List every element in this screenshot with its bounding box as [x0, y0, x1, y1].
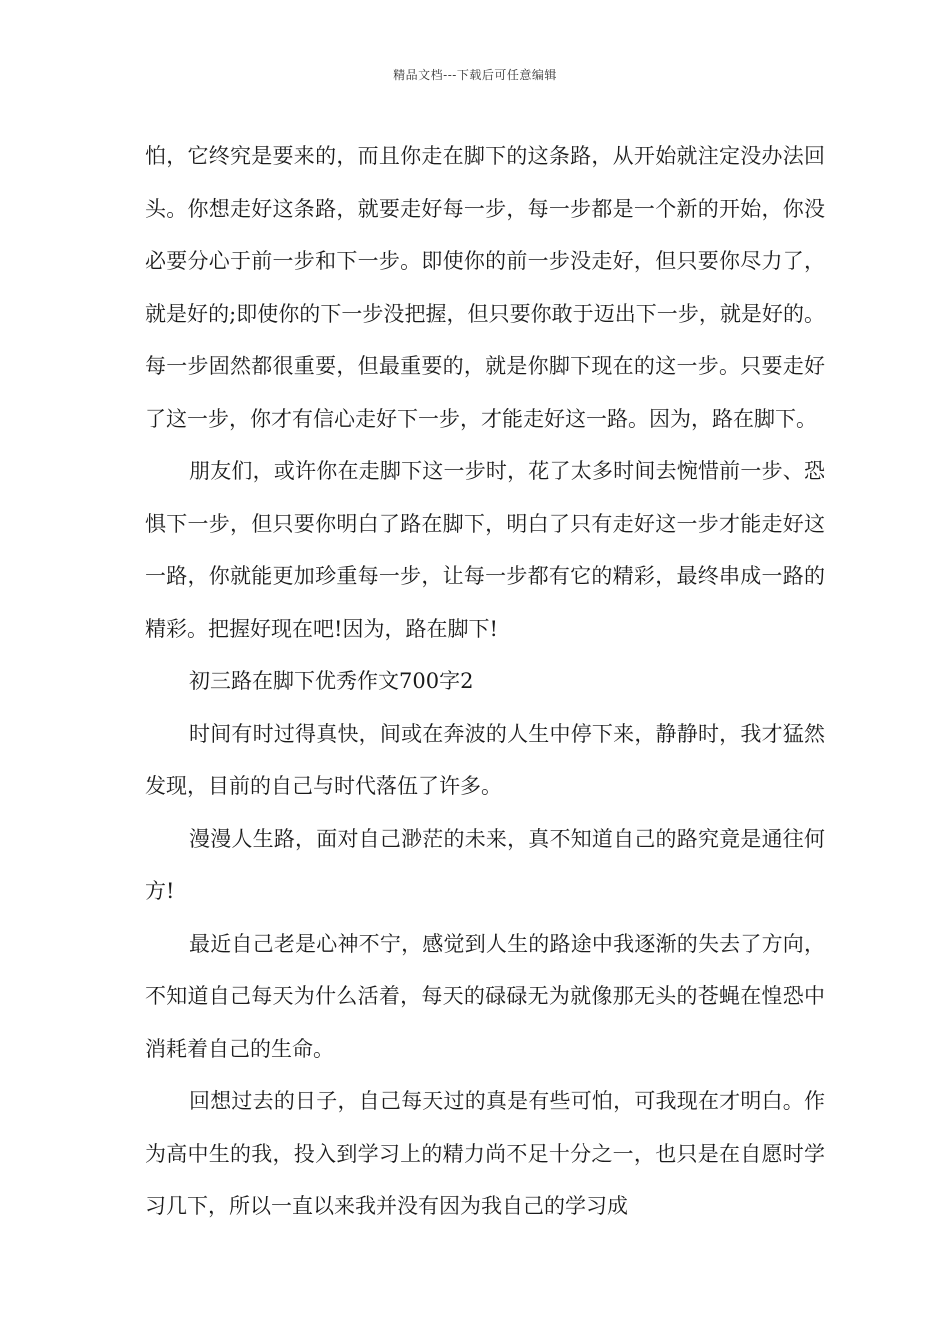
paragraph: 最近自己老是心神不宁，感觉到人生的路途中我逐渐的失去了方向，不知道自己每天为什么活着，每天的碌碌无为就像那无头的苍蝇在惶恐中消耗着自己的生命。	[145, 931, 825, 1061]
paragraph: 漫漫人生路，面对自己渺茫的未来，真不知道自己的路究竟是通往何方!	[145, 826, 825, 903]
paragraph-continuation: 怕，它终究是要来的，而且你走在脚下的这条路，从开始就注定没办法回头。你想走好这条路，就要走好每一步，每一步都是一个新的开始，你没必要分心于前一步和下一步。即使你的前一步没走好，但只要你尽力了，就是好的;即使你的下一步没把握，但只要你敢于迈出下一步，就是好的。每一步固然都很重要，但最重要的，就是你脚下现在的这一步。只要走好了这一步，你才有信心走好下一步，才能走好这一路。因为，路在脚下。	[145, 144, 825, 431]
document-body	[145, 130, 825, 1233]
section-title: 初三路在脚下优秀作文700字2	[189, 669, 474, 693]
paragraph: 朋友们，或许你在走脚下这一步时，花了太多时间去惋惜前一步、恐惧下一步，但只要你明白了路在脚下，明白了只有走好这一步才能走好这一路，你就能更加珍重每一步，让每一步都有它的精彩，最终串成一路的精彩。把握好现在吧!因为，路在脚下!	[145, 459, 825, 641]
paragraph: 时间有时过得真快，间或在奔波的人生中停下来，静静时，我才猛然发现，目前的自己与时代落伍了许多。	[145, 721, 825, 798]
paragraph: 回想过去的日子，自己每天过的真是有些可怕，可我现在才明白。作为高中生的我，投入到学习上的精力尚不足十分之一，也只是在自愿时学习几下，所以一直以来我并没有因为我自己的学习成	[145, 1089, 825, 1218]
page-header: 精品文档---下载后可任意编辑	[393, 68, 557, 82]
